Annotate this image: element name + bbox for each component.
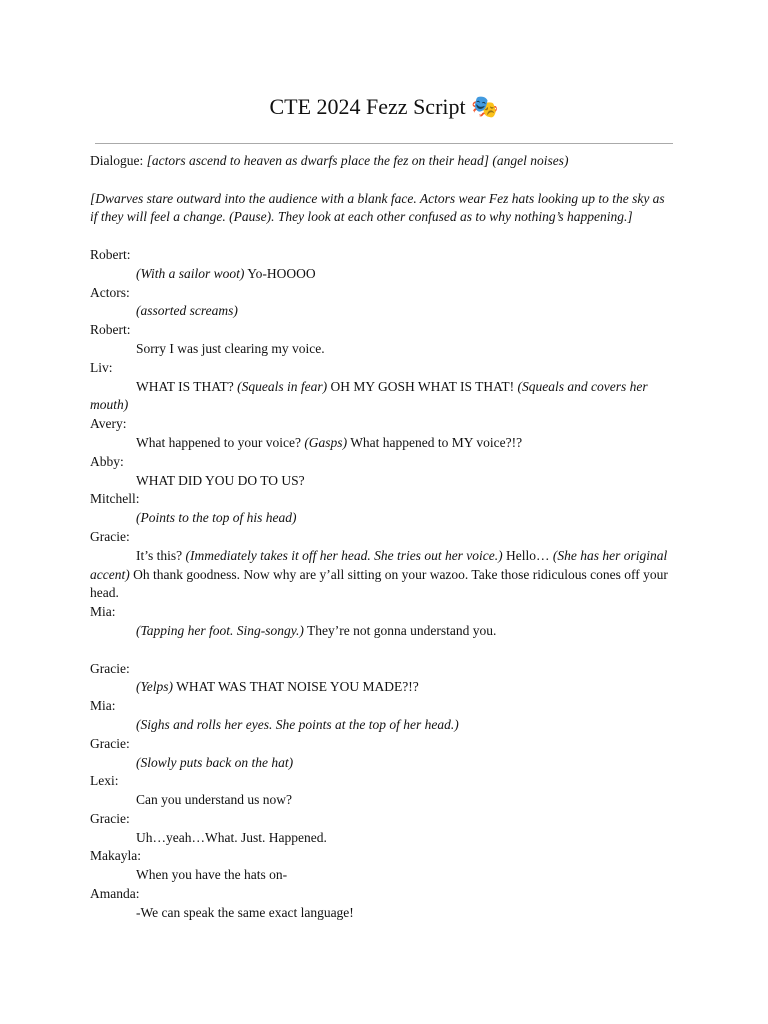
spoken-text: WHAT DID YOU DO TO US? <box>136 472 305 488</box>
spoken-text: WHAT IS THAT? <box>136 378 238 394</box>
speaker-name: Lexi: <box>90 773 119 789</box>
script-title: CTE 2024 Fezz Script 🎭 <box>269 94 499 119</box>
dialogue-intro <box>90 152 675 171</box>
dialogue-line <box>90 547 675 603</box>
spoken-text: OH MY GOSH WHAT IS THAT! <box>327 378 518 394</box>
speaker-name: Gracie: <box>90 528 130 544</box>
spoken-text: Can you understand us now? <box>136 792 292 808</box>
dialogue-line <box>90 378 675 416</box>
speaker-name: Gracie: <box>90 810 130 826</box>
stage-direction-text: (assorted screams) <box>136 303 238 319</box>
spoken-text: It’s this? <box>136 547 186 563</box>
dialogue-line <box>90 791 675 810</box>
paragraph-gap <box>90 227 675 246</box>
spoken-text: Yo-HOOOO <box>244 265 316 281</box>
speaker-name: Robert: <box>90 246 131 262</box>
stage-direction-text: (With a sailor woot) <box>136 265 245 281</box>
paragraph-gap <box>90 171 675 190</box>
dialogue-line <box>90 265 675 284</box>
stage-direction-text: (Tapping her foot. Sing-songy.) <box>136 622 304 638</box>
script-body <box>90 152 675 923</box>
script-lines <box>90 246 675 923</box>
stage-direction-text: (Immediately takes it off her head. She tries out her voice.) <box>185 547 503 563</box>
speaker-name: Mia: <box>90 698 116 714</box>
spoken-text: WHAT WAS THAT NOISE YOU MADE?!? <box>173 679 419 695</box>
dialogue-line <box>90 472 675 491</box>
dialogue-label: Dialogue: <box>90 153 147 168</box>
dialogue-line <box>90 678 675 697</box>
spoken-text: What happened to your voice? <box>136 434 305 450</box>
dialogue-line <box>90 716 675 735</box>
dialogue-line <box>90 754 675 773</box>
speaker-name: Gracie: <box>90 735 130 751</box>
speaker-name: Actors: <box>90 284 130 300</box>
spoken-text: Oh thank goodness. Now why are y’all sitting on your wazoo. Take those ridiculous cones off your head. <box>90 566 668 601</box>
dialogue-line <box>90 509 675 528</box>
dialogue-line <box>90 302 675 321</box>
dialogue-line <box>90 829 675 848</box>
speaker-name: Mia: <box>90 604 116 620</box>
stage-direction-text: (Squeals in fear) <box>237 378 328 394</box>
spoken-text: When you have the hats on- <box>136 867 288 883</box>
paragraph-gap <box>90 641 675 660</box>
stage-direction-text: (Sighs and rolls her eyes. She points at the top of her head.) <box>136 716 459 732</box>
speaker-name: Makayla: <box>90 848 141 864</box>
spoken-text: Uh…yeah…What. Just. Happened. <box>136 829 327 845</box>
spoken-text: What happened to MY voice?!? <box>347 434 523 450</box>
title-divider <box>95 143 673 144</box>
speaker-name: Liv: <box>90 359 113 375</box>
spoken-text: -We can speak the same exact language! <box>136 904 354 920</box>
spoken-text: Sorry I was just clearing my voice. <box>136 340 325 356</box>
stage-direction-text: (Points to the top of his head) <box>136 510 297 526</box>
speaker-name: Avery: <box>90 416 127 432</box>
dialogue-line <box>90 904 675 923</box>
stage-direction-text: [Dwarves stare outward into the audience with a blank face. Actors wear Fez hats looking up to the sky as if they will feel a change. (Pause). They look at each other confused as to why nothing’s happening.] <box>90 190 665 225</box>
dialogue-line <box>90 866 675 885</box>
stage-direction-text: (Slowly puts back on the hat) <box>136 754 294 770</box>
dialogue-line <box>90 434 675 453</box>
stage-direction-text: (She has her original accent) <box>90 547 668 582</box>
stage-direction-text: (Yelps) <box>136 679 174 695</box>
speaker-name: Mitchell: <box>90 491 140 507</box>
spoken-text: Hello… <box>502 547 553 563</box>
speaker-name: Amanda: <box>90 886 140 902</box>
dialogue-line <box>90 340 675 359</box>
dialogue-direction: [actors ascend to heaven as dwarfs place the fez on their head] (angel noises) <box>146 153 569 168</box>
stage-direction <box>90 190 675 228</box>
speaker-name: Abby: <box>90 453 124 469</box>
stage-direction-text: (Squeals and covers her mouth) <box>90 378 648 413</box>
speaker-name: Gracie: <box>90 660 130 676</box>
spoken-text: They’re not gonna understand you. <box>303 622 497 638</box>
dialogue-line <box>90 622 675 641</box>
speaker-name: Robert: <box>90 322 131 338</box>
stage-direction-text: (Gasps) <box>304 434 348 450</box>
